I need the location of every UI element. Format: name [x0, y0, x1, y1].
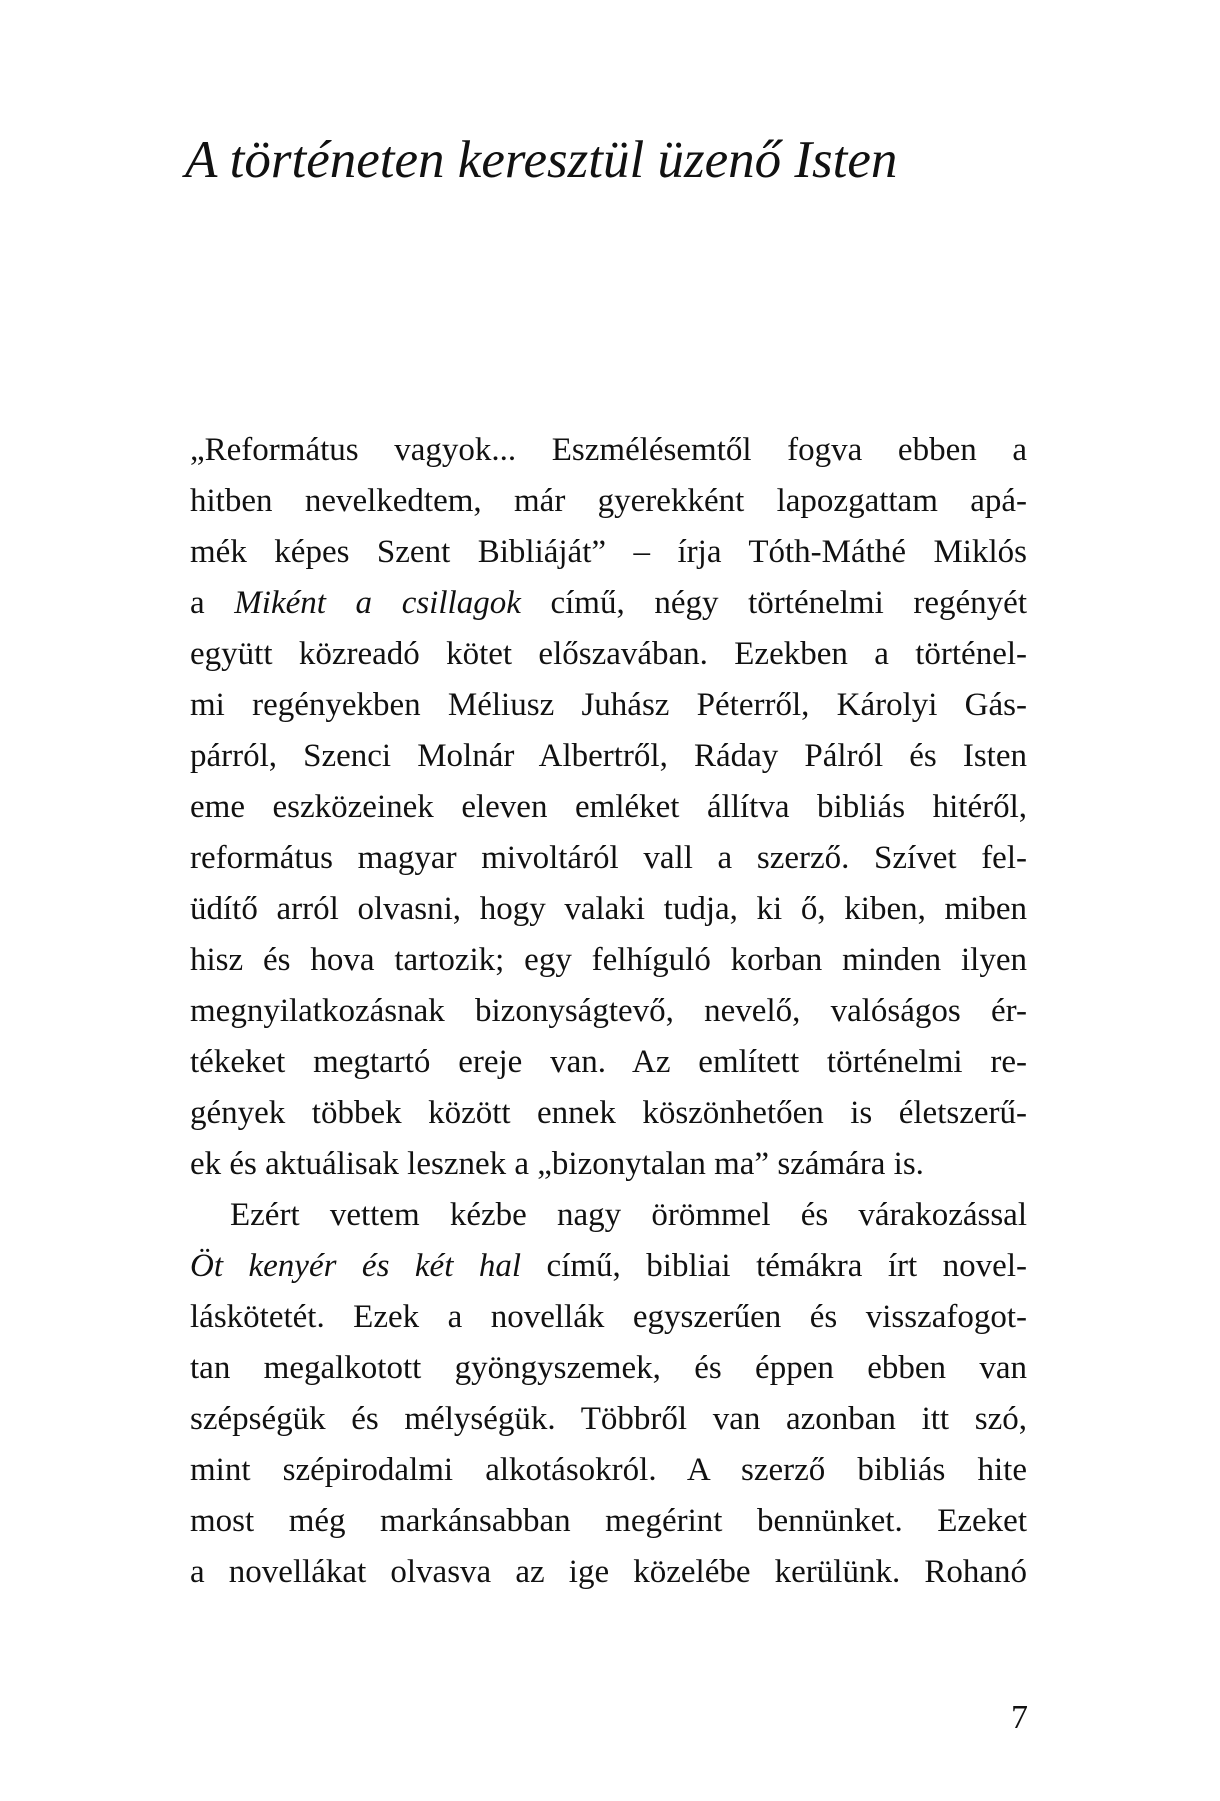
text-segment: mék képes Szent Bibliáját” – írja Tóth-Máthé Miklós: [190, 534, 1027, 570]
text-segment: szépségük és mélységük. Többről van azonban itt szó,: [190, 1401, 1027, 1437]
text-line: [190, 935, 1027, 986]
text-line: [190, 986, 1027, 1037]
paragraph: [190, 425, 1027, 1190]
page-number: 7: [1011, 1699, 1028, 1736]
text-line: [190, 425, 1027, 476]
text-line: [190, 1445, 1027, 1496]
text-line: [190, 1190, 1027, 1241]
chapter-title: A történeten keresztül üzenő Isten: [185, 131, 898, 189]
text-segment: című, négy történelmi regényét: [520, 585, 1027, 621]
text-segment: gények többek között ennek köszönhetően is életszerű-: [190, 1095, 1027, 1131]
text-segment: eme eszközeinek eleven emléket állítva bibliás hitéről,: [190, 789, 1027, 825]
text-line: [190, 884, 1027, 935]
italic-title: Miként a csillagok: [234, 585, 521, 621]
body-text: [190, 425, 1027, 1598]
text-segment: hisz és hova tartozik; egy felhíguló korban minden ilyen: [190, 942, 1027, 978]
text-segment: együtt közreadó kötet előszavában. Ezekben a történel-: [190, 636, 1027, 672]
text-segment: „Református vagyok... Eszmélésemtől fogva ebben a: [190, 432, 1027, 468]
text-line: [190, 1088, 1027, 1139]
text-segment: láskötetét. Ezek a novellák egyszerűen és visszafogot-: [190, 1299, 1027, 1335]
italic-title: Öt kenyér és két hal: [190, 1248, 522, 1284]
text-line: [190, 833, 1027, 884]
paragraph: [190, 1190, 1027, 1598]
text-segment: mint szépirodalmi alkotásokról. A szerző bibliás hite: [190, 1452, 1027, 1488]
text-segment: mi regényekben Méliusz Juhász Péterről, Károlyi Gás-: [190, 687, 1027, 723]
text-segment: hitben nevelkedtem, már gyerekként lapozgattam apá-: [190, 483, 1027, 519]
text-segment: most még markánsabban megérint bennünket. Ezeket: [190, 1503, 1027, 1539]
text-line: [190, 1394, 1027, 1445]
text-segment: református magyar mivoltáról vall a szerző. Szívet fel-: [190, 840, 1027, 876]
text-line: [190, 476, 1027, 527]
text-segment: a: [190, 585, 235, 621]
text-segment: a novellákat olvasva az ige közelébe kerülünk. Rohanó: [190, 1554, 1027, 1590]
text-segment: Ezért vettem kézbe nagy örömmel és várakozással: [230, 1197, 1027, 1233]
text-segment: párról, Szenci Molnár Albertről, Ráday Pálról és Isten: [190, 738, 1027, 774]
text-segment: című, bibliai témákra írt novel-: [521, 1248, 1027, 1284]
text-line: [190, 1037, 1027, 1088]
text-line: [190, 527, 1027, 578]
text-line: [190, 1292, 1027, 1343]
text-segment: tékeket megtartó ereje van. Az említett történelmi re-: [190, 1044, 1027, 1080]
text-line: [190, 1547, 1027, 1598]
text-line: [190, 578, 1027, 629]
text-segment: megnyilatkozásnak bizonyságtevő, nevelő, valóságos ér-: [190, 993, 1027, 1029]
text-line: [190, 680, 1027, 731]
text-line: [190, 1496, 1027, 1547]
text-line: [190, 629, 1027, 680]
text-segment: ek és aktuálisak lesznek a „bizonytalan ma” számára is.: [190, 1146, 924, 1182]
text-segment: üdítő arról olvasni, hogy valaki tudja, ki ő, kiben, miben: [190, 891, 1027, 927]
text-line: [190, 782, 1027, 833]
text-line: [190, 1139, 1027, 1190]
text-line: [190, 1241, 1027, 1292]
text-line: [190, 731, 1027, 782]
text-line: [190, 1343, 1027, 1394]
text-segment: tan megalkotott gyöngyszemek, és éppen ebben van: [190, 1350, 1027, 1386]
